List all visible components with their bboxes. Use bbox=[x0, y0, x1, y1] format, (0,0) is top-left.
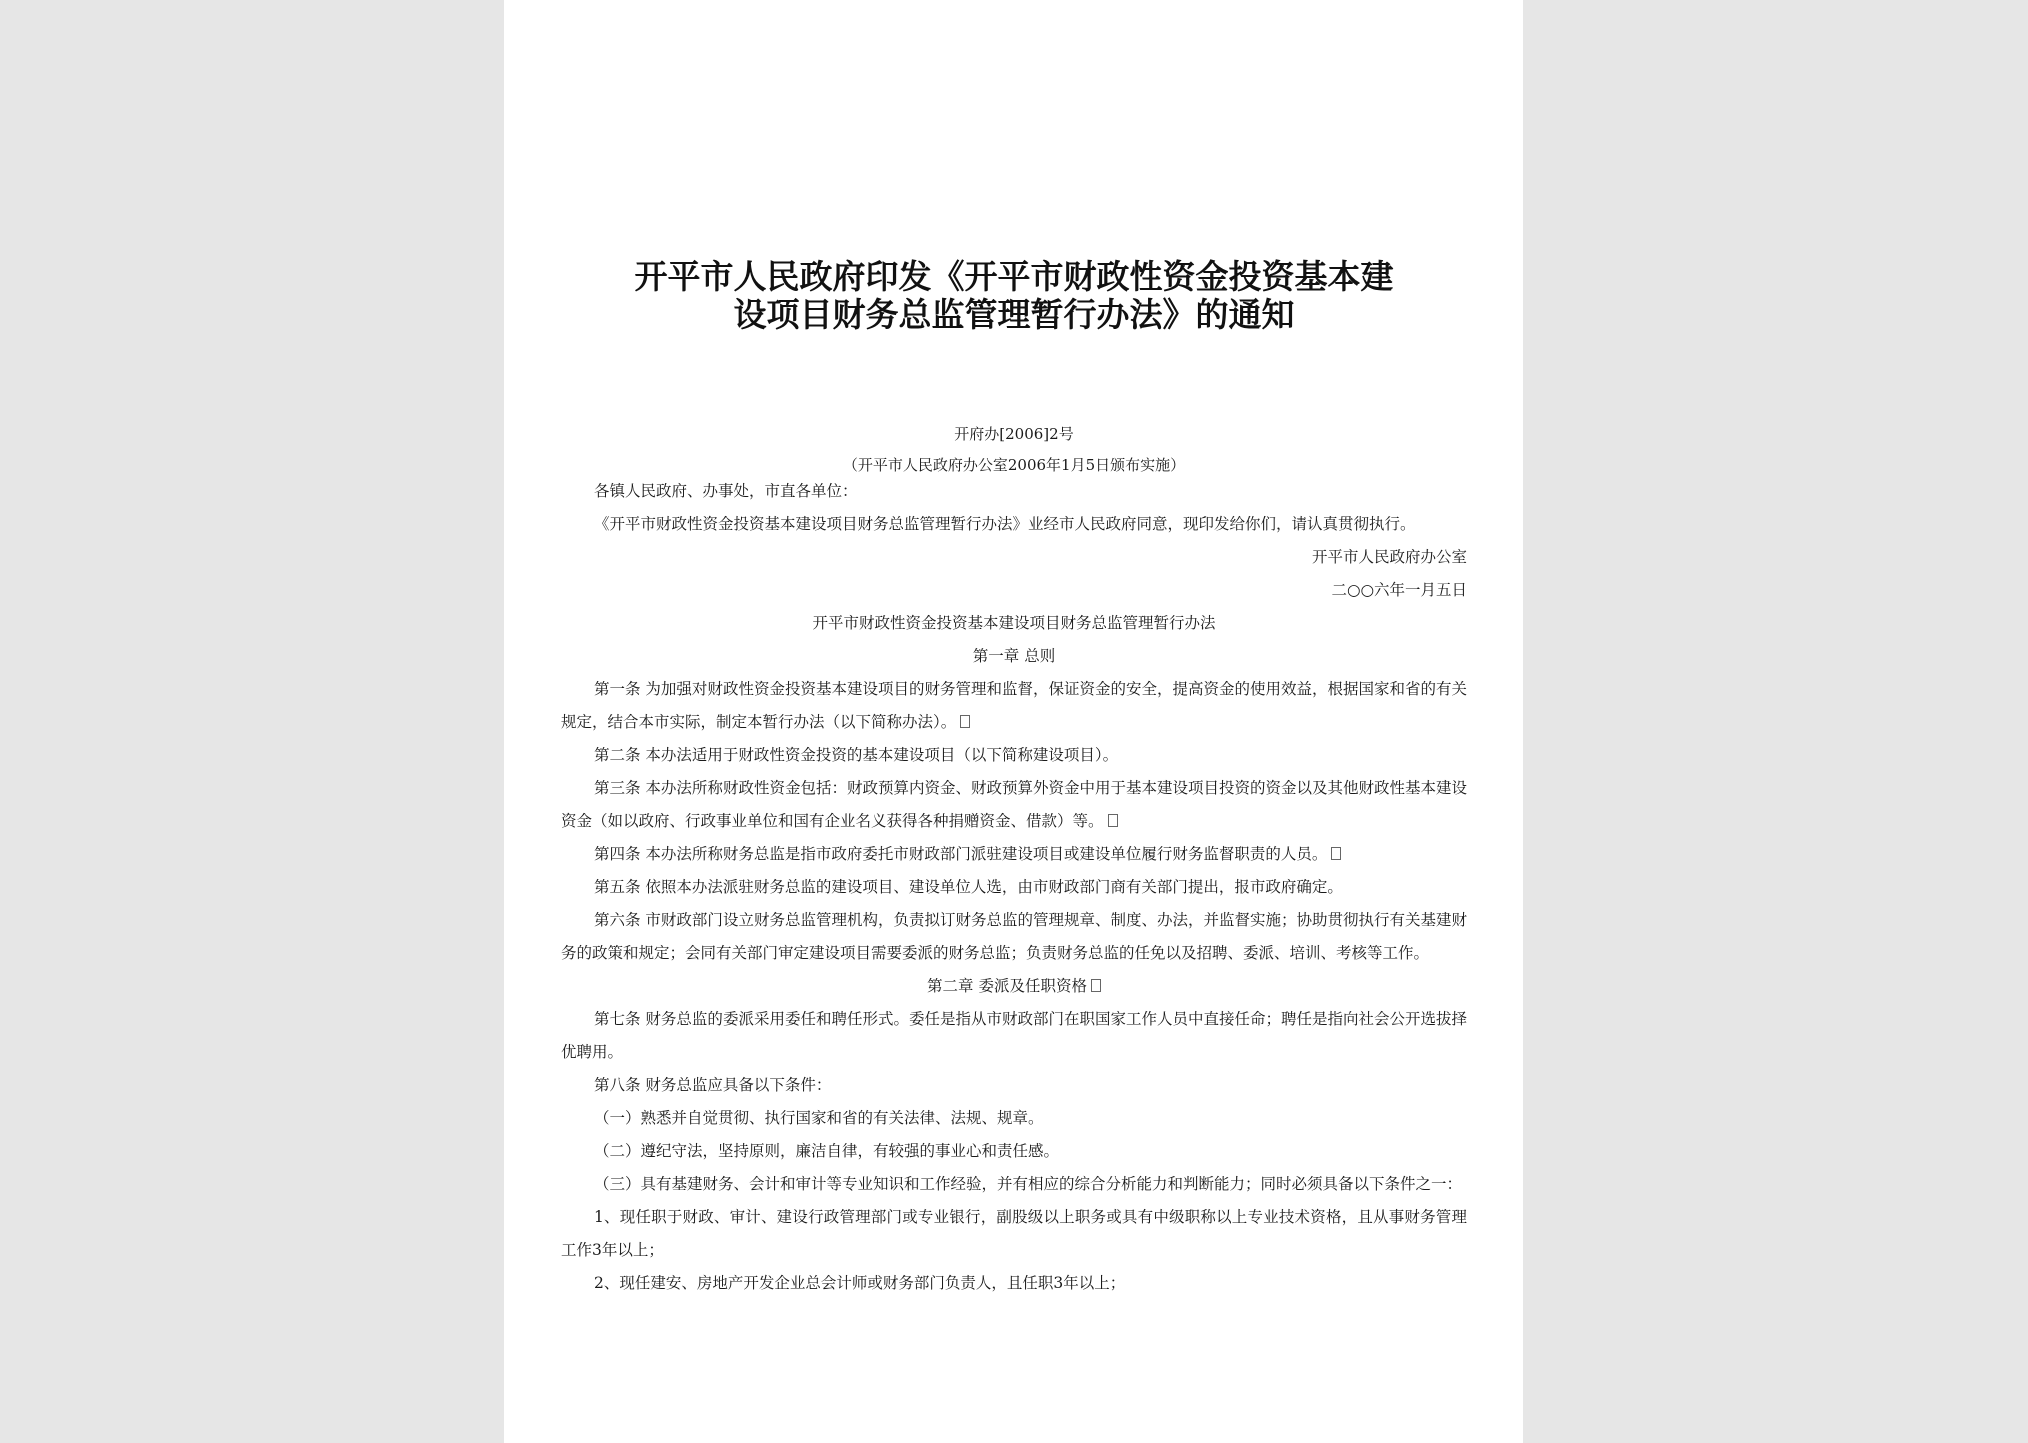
condition-3-item-2: 2、现任建安、房地产开发企业总会计师或财务部门负责人，且任职3年以上； bbox=[594, 1274, 1126, 1292]
title-line-1: 开平市人民政府印发《开平市财政性资金投资基本建 bbox=[634, 257, 1394, 296]
title-line-2: 设项目财务总监管理暂行办法》的通知 bbox=[733, 295, 1295, 334]
article-4: 第四条 本办法所称财务总监是指市政府委托市财政部门派驻建设项目或建设单位履行财务监督职责的人员。 bbox=[561, 838, 1467, 871]
article-6: 第六条 市财政部门设立财务总监管理机构，负责拟订财务总监的管理规章、制度、办法，并监督实施；协助贯彻执行有关基建财务的政策和规定；会同有关部门审定建设项目需要委派的财务总监；负责财务总监的任免以及招聘、委派、培训、考核等工作。 bbox=[561, 911, 1467, 962]
placeholder-box-icon bbox=[960, 715, 970, 728]
placeholder-box-icon bbox=[1091, 979, 1101, 992]
chapter-1-title: 第一章 总则 bbox=[972, 647, 1056, 665]
sign-date: 二○○六年一月五日 bbox=[1331, 581, 1467, 599]
notice-body: 《开平市财政性资金投资基本建设项目财务总监管理暂行办法》业经市人民政府同意，现印发给你们，请认真贯彻执行。 bbox=[594, 515, 1416, 533]
article-2: 第二条 本办法适用于财政性资金投资的基本建设项目（以下简称建设项目）。 bbox=[594, 746, 1119, 764]
condition-2: （二）遵纪守法，坚持原则，廉洁自律，有较强的事业心和责任感。 bbox=[594, 1142, 1060, 1160]
article-1: 第一条 为加强对财政性资金投资基本建设项目的财务管理和监督，保证资金的安全，提高资金的使用效益，根据国家和省的有关规定，结合本市实际，制定本暂行办法（以下简称办法）。 bbox=[561, 680, 1467, 731]
salutation: 各镇人民政府、办事处，市直各单位： bbox=[594, 482, 858, 500]
signer: 开平市人民政府办公室 bbox=[1311, 548, 1467, 566]
chapter-2-title: 第二章 委派及任职资格 bbox=[561, 970, 1467, 1003]
article-8: 第八条 财务总监应具备以下条件： bbox=[594, 1076, 832, 1094]
condition-3: （三）具有基建财务、会计和审计等专业知识和工作经验，并有相应的综合分析能力和判断能力；同时必须具备以下条件之一： bbox=[594, 1175, 1463, 1193]
document-title bbox=[561, 258, 1467, 334]
placeholder-box-icon bbox=[1108, 814, 1118, 827]
condition-1: （一）熟悉并自觉贯彻、执行国家和省的有关法律、法规、规章。 bbox=[594, 1109, 1044, 1127]
article-5: 第五条 依照本办法派驻财务总监的建设项目、建设单位人选，由市财政部门商有关部门提出，报市政府确定。 bbox=[594, 878, 1343, 896]
document-issued-info: （开平市人民政府办公室2006年1月5日颁布实施） bbox=[842, 456, 1186, 474]
document-page bbox=[504, 0, 1523, 1443]
placeholder-box-icon bbox=[1331, 847, 1341, 860]
article-3: 第三条 本办法所称财政性资金包括：财政预算内资金、财政预算外资金中用于基本建设项目投资的资金以及其他财政性基本建设资金（如以政府、行政事业单位和国有企业名义获得各种捐赠资金、借款）等。 bbox=[561, 779, 1467, 830]
measures-title: 开平市财政性资金投资基本建设项目财务总监管理暂行办法 bbox=[812, 614, 1216, 632]
article-7: 第七条 财务总监的委派采用委任和聘任形式。委任是指从市财政部门在职国家工作人员中直接任命；聘任是指向社会公开选拔择优聘用。 bbox=[561, 1010, 1467, 1061]
document-content bbox=[561, 258, 1467, 1300]
document-number: 开府办[2006]2号 bbox=[954, 425, 1074, 443]
condition-3-item-1: 1、现任职于财政、审计、建设行政管理部门或专业银行，副股级以上职务或具有中级职称以上专业技术资格，且从事财务管理工作3年以上； bbox=[561, 1208, 1467, 1259]
